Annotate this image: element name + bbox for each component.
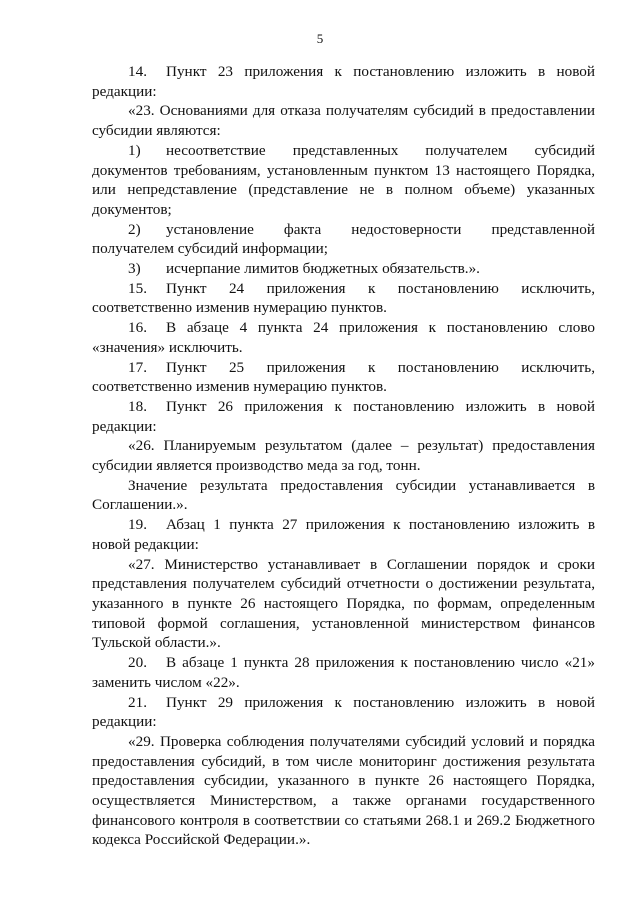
paragraph-quote-27 xyxy=(92,555,595,654)
item-number: 1) xyxy=(128,141,141,159)
paragraph-14 xyxy=(92,62,595,101)
paragraph-text: «26. Планируемым результатом (далее – результат) предоставления субсидии является производство меда за год, тонн. xyxy=(92,437,595,475)
document-body xyxy=(92,62,595,850)
paragraph-17 xyxy=(92,358,595,397)
item-number: 21. xyxy=(128,693,147,711)
item-number: 15. xyxy=(128,279,147,297)
paragraph-18 xyxy=(92,397,595,436)
paragraph-20 xyxy=(92,653,595,692)
paragraph-text: Пункт 23 приложения к постановлению изложить в новой редакции: xyxy=(92,63,595,100)
paragraph-21 xyxy=(92,693,595,732)
page-number: 5 xyxy=(316,31,324,46)
paragraph-text: Пункт 26 приложения к постановлению изложить в новой редакции: xyxy=(92,397,595,435)
list-item-1 xyxy=(92,141,595,220)
paragraph-text: Пункт 25 приложения к постановлению исключить, соответственно изменив нумерацию пунктов. xyxy=(92,358,595,396)
item-number: 20. xyxy=(128,654,147,672)
paragraph-19 xyxy=(92,515,595,554)
item-number: 3) xyxy=(128,260,141,278)
list-item-2 xyxy=(92,220,595,259)
paragraph-text: В абзаце 1 пункта 28 приложения к постановлению число «21» заменить числом «22». xyxy=(92,654,595,691)
paragraph-text: Пункт 29 приложения к постановлению изложить в новой редакции: xyxy=(92,693,595,731)
paragraph-quote-23 xyxy=(92,101,595,140)
paragraph-text: «27. Министерство устанавливает в Соглашении порядок и сроки представления получателем субсидий отчетности о достижении результата, указанного в пункте 26 настоящего Порядка, по формам, определенным типовой формой соглашения, установленной министерством финансов Тульской области.». xyxy=(92,555,595,652)
paragraph-text: несоответствие представленных получателем субсидий документов требованиям, установленным пунктом 13 настоящего Порядка, или непредставление (представление не в полном объеме) указанных документов; xyxy=(92,141,595,218)
item-number: 14. xyxy=(128,63,147,80)
paragraph-text: Пункт 24 приложения к постановлению исключить, соответственно изменив нумерацию пунктов. xyxy=(92,279,595,317)
paragraph-15 xyxy=(92,279,595,318)
item-number: 2) xyxy=(128,220,141,238)
item-number: 16. xyxy=(128,319,147,337)
paragraph-result-value xyxy=(92,476,595,515)
list-item-3 xyxy=(92,259,595,279)
paragraph-text: Значение результата предоставления субсидии устанавливается в Соглашении.». xyxy=(92,476,595,514)
item-number: 18. xyxy=(128,397,147,415)
paragraph-text: исчерпание лимитов бюджетных обязательств.». xyxy=(166,260,480,278)
paragraph-text: «29. Проверка соблюдения получателями субсидий условий и порядка предоставления субсидий, в том числе мониторинг достижения результата предоставления субсидии, указанного в пункте 26 настоящего Порядка, осуществляется Министерством, а также органами государственного финансового контроля в соответствии со статьями 268.1 и 269.2 Бюджетного кодекса Российской Федерации.». xyxy=(92,732,595,849)
paragraph-16 xyxy=(92,318,595,357)
paragraph-text: «23. Основаниями для отказа получателям субсидий в предоставлении субсидии являются: xyxy=(92,102,595,140)
item-number: 19. xyxy=(128,516,147,534)
paragraph-text: установление факта недостоверности представленной получателем субсидий информации; xyxy=(92,220,595,258)
item-number: 17. xyxy=(128,358,147,376)
paragraph-text: Абзац 1 пункта 27 приложения к постановлению изложить в новой редакции: xyxy=(92,516,595,553)
paragraph-text: В абзаце 4 пункта 24 приложения к постановлению слово «значения» исключить. xyxy=(92,319,595,356)
paragraph-quote-29 xyxy=(92,732,595,850)
paragraph-quote-26 xyxy=(92,436,595,475)
